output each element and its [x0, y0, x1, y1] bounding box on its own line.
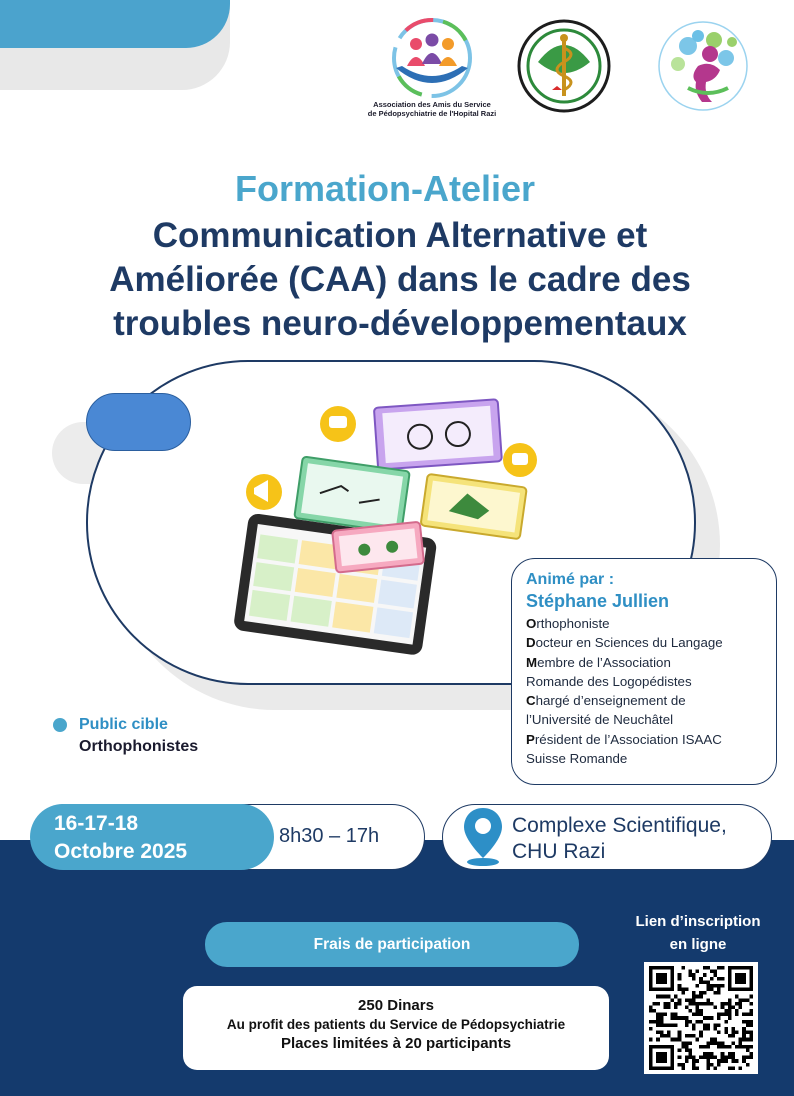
caduceus-seal-icon — [516, 18, 612, 114]
credential-initial: C — [526, 693, 536, 709]
title-line-2: Communication Alternative et — [152, 216, 648, 255]
speaker-credential — [526, 614, 766, 633]
fee-beneficiary: Au profit des patients du Service de Pédopsychiatrie — [226, 1017, 566, 1032]
fees-label-pill: Frais de participation — [205, 922, 579, 967]
registration-label — [612, 910, 784, 956]
event-dates-line1: 16-17-18 — [54, 812, 139, 835]
event-dates-line2: Octobre 2025 — [54, 840, 188, 863]
hopital-razi-logo — [516, 18, 612, 114]
credential-text: hargé d’enseignement de — [535, 693, 686, 709]
association-caption-line2: de Pédopsychiatrie de l'Hopital Razi — [367, 109, 497, 119]
association-logo — [352, 18, 512, 128]
speaker-name: Stéphane Jullien — [526, 591, 670, 611]
page-title — [40, 214, 760, 346]
registration-qr-code[interactable] — [644, 962, 758, 1074]
page-title-kicker: Formation-Atelier — [234, 168, 536, 209]
credential-text: rthophoniste — [536, 616, 610, 631]
fees-details-box — [183, 986, 609, 1070]
hands-family-icon — [352, 18, 512, 100]
credential-initial: P — [526, 731, 535, 747]
speaker-credential — [526, 672, 766, 691]
credential-initial: O — [526, 616, 537, 631]
venue-line2: CHU Razi — [512, 840, 606, 863]
association-logo-caption — [352, 100, 512, 119]
credential-text: Suisse Romande — [526, 751, 628, 767]
credential-initial: D — [526, 635, 536, 651]
capsule-pill-decoration — [86, 393, 191, 451]
speaker-credential — [526, 749, 766, 768]
event-dates — [54, 810, 187, 866]
credential-text: Romande des Logopédistes — [526, 673, 692, 689]
aac-communication-cards-icon — [230, 396, 550, 656]
location-pin-icon — [461, 806, 505, 868]
credential-text: l’Université de Neuchâtel — [526, 712, 674, 728]
bullet-dot-icon — [53, 718, 67, 732]
speaker-credential — [526, 730, 766, 749]
credential-text: octeur en Sciences du Langage — [535, 635, 723, 651]
credential-text: embre de l’Association — [537, 654, 671, 670]
speaker-card — [511, 558, 777, 785]
speaker-credential — [526, 633, 766, 652]
speaker-credential — [526, 710, 766, 729]
title-line-3: Améliorée (CAA) dans le cadre des — [109, 260, 691, 299]
corner-decoration-blue — [0, 0, 230, 48]
speaker-credential — [526, 653, 766, 672]
child-psychiatry-tree-logo — [648, 16, 758, 116]
registration-line1: Lien d’inscription — [635, 913, 761, 930]
venue-line1: Complexe Scientifique, — [512, 814, 727, 837]
credential-text: résident de l’Association ISAAC — [534, 731, 722, 747]
child-tree-icon — [648, 16, 758, 116]
event-hours: 8h30 – 17h — [279, 825, 380, 847]
speaker-heading: Animé par : — [526, 571, 615, 588]
public-cible-label: Public cible — [79, 716, 168, 733]
title-line-4: troubles neuro-développementaux — [113, 304, 687, 343]
registration-line2: en ligne — [669, 936, 727, 953]
speaker-credential — [526, 691, 766, 710]
fee-places-limit: Places limitées à 20 participants — [280, 1035, 512, 1052]
public-cible-value: Orthophonistes — [79, 738, 199, 755]
venue-name — [512, 813, 727, 865]
aac-tablet-illustration — [230, 396, 550, 656]
association-caption-line1: Association des Amis du Service — [373, 100, 491, 109]
qr-code-icon — [648, 966, 754, 1070]
fee-amount: 250 Dinars — [358, 997, 434, 1014]
credential-initial: M — [526, 654, 538, 670]
